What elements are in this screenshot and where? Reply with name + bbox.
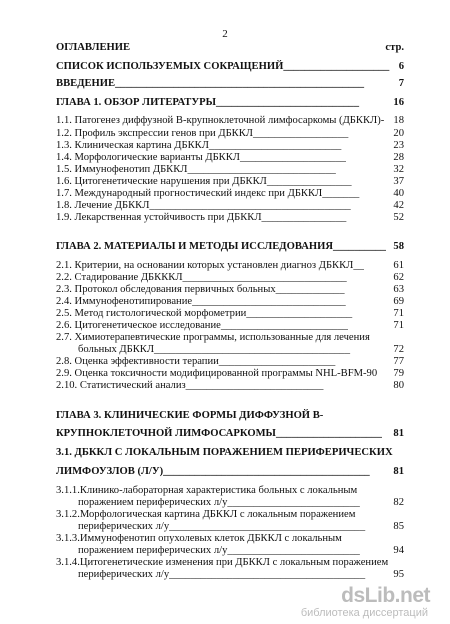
toc-entry-text: 1.7. Международный прогностический индекс при ДБККЛ_______ [56, 188, 360, 199]
toc-entry-page: 40 [393, 188, 404, 199]
toc-entry-text: периферических л/у_____________________________________ [78, 521, 366, 532]
toc-entry-page: 95 [393, 569, 404, 580]
toc-entry-text: 2.5. Метод гистологической морфометрии____________________ [56, 308, 353, 319]
toc-entry-page: 77 [393, 356, 404, 367]
toc-entry-page: 81 [393, 466, 404, 477]
toc-entry-text: 1.8. Лечение ДБККЛ______________________________________ [56, 200, 351, 211]
toc-entry-text: поражением периферических л/у_________________________ [78, 545, 360, 556]
toc-entry-text: 2.2. Стадирование ДБКККЛ_______________________________ [56, 272, 347, 283]
toc-entry-text: ГЛАВА 1. ОБЗОР ЛИТЕРАТУРЫ___________________________ [56, 97, 360, 108]
toc-entry-text: ГЛАВА 2. МАТЕРИАЛЫ И МЕТОДЫ ИССЛЕДОВАНИЯ__________ [56, 241, 386, 252]
toc-entry-page: стр. [385, 42, 404, 53]
watermark-logo: dsLib.net [341, 584, 430, 607]
toc-entry-text: 1.2. Профиль экспрессии генов при ДБККЛ__________________ [56, 128, 349, 139]
toc-entry-page: 23 [393, 140, 404, 151]
watermark-tagline: библиотека диссертаций [300, 607, 428, 619]
toc-entry-text: 2.4. Иммунофенотипирование_____________________________ [56, 296, 346, 307]
toc-entry-text: КРУПНОКЛЕТОЧНОЙ ЛИМФОСАРКОМЫ____________________ [56, 428, 382, 439]
toc-entry-page: 71 [393, 320, 404, 331]
toc-entry-page: 16 [393, 97, 404, 108]
toc-entry-text: 3.1.2.Морфологическая картина ДБККЛ с локальным поражением [56, 509, 356, 520]
toc-entry-text: СПИСОК ИСПОЛЬЗУЕМЫХ СОКРАЩЕНИЙ____________________ [56, 61, 390, 72]
toc-entry-text: ОГЛАВЛЕНИЕ [56, 42, 131, 53]
toc-entry-text: 3.1.4.Цитогенетические изменения при ДБККЛ с локальным поражением [56, 557, 389, 568]
toc-entry-text: 2.9. Оценка токсичности модифицированной программы NHL-BFM-90 [56, 368, 378, 379]
toc-entry-text: 1.6. Цитогенетические нарушения при ДБККЛ________________ [56, 176, 352, 187]
toc-entry-text: больных ДБККЛ_____________________________________ [78, 344, 351, 355]
toc-entry-page: 79 [393, 368, 404, 379]
toc-entry-page: 52 [393, 212, 404, 223]
toc-entry-page: 81 [393, 428, 404, 439]
toc-entry-page: 63 [393, 284, 404, 295]
toc-entry-text: 1.3. Клиническая картина ДБККЛ_________________________ [56, 140, 342, 151]
toc-entry-text: 2.1. Критерии, на основании которых установлен диагноз ДБККЛ__ [56, 260, 364, 271]
toc-entry-page: 82 [393, 497, 404, 508]
toc-entry-page: 18 [393, 115, 404, 126]
toc-entry-page: 62 [393, 272, 404, 283]
toc-entry-text: 1.1. Патогенез диффузной В-крупноклеточной лимфосаркомы (ДБККЛ)- [56, 115, 385, 126]
toc-entry-text: ВВЕДЕНИЕ_______________________________________________ [56, 78, 365, 89]
toc-entry-text: ГЛАВА 3. КЛИНИЧЕСКИЕ ФОРМЫ ДИФФУЗНОЙ В- [56, 410, 324, 421]
toc-entry-page: 32 [393, 164, 404, 175]
toc-entry-page: 42 [393, 200, 404, 211]
toc-entry-text: 2.6. Цитогенетическое исследование________________________ [56, 320, 348, 331]
toc-entry-text: 2.10. Статистический анализ__________________________ [56, 380, 324, 391]
toc-entry-text: 1.4. Морфологические варианты ДБККЛ____________________ [56, 152, 346, 163]
toc-entry-page: 20 [393, 128, 404, 139]
toc-entry-page: 58 [393, 241, 404, 252]
toc-entry-page: 37 [393, 176, 404, 187]
toc-entry-page: 80 [393, 380, 404, 391]
toc-entry-text: 2.8. Оценка эффективности терапии______________________ [56, 356, 336, 367]
toc-entry-text: 3.1.3.Иммунофенотип опухолевых клеток ДБККЛ с локальным [56, 533, 342, 544]
toc-entry-text: 3.1.1.Клинико-лабораторная характеристика больных с локальным [56, 485, 358, 496]
toc-entry-page: 72 [393, 344, 404, 355]
toc-entry-text: 1.9. Лекарственная устойчивость при ДБККЛ________________ [56, 212, 347, 223]
toc-entry-text: 2.7. Химиотерапевтические программы, использованные для лечения [56, 332, 370, 343]
toc-entry-page: 69 [393, 296, 404, 307]
toc-entry-text: 3.1. ДБККЛ С ЛОКАЛЬНЫМ ПОРАЖЕНИЕМ ПЕРИФЕРИЧЕСКИХ [56, 447, 393, 458]
toc-entry-page: 7 [398, 78, 404, 89]
toc-entry-text: поражением периферических л/у_________________________ [78, 497, 360, 508]
toc-entry-text: 1.5. Иммунофенотип ДБККЛ____________________________ [56, 164, 336, 175]
toc-entry-text: ЛИМФОУЗЛОВ (Л/У)_______________________________________ [56, 466, 370, 477]
toc-entry-page: 85 [393, 521, 404, 532]
toc-entry-page: 61 [393, 260, 404, 271]
toc-entry-page: 6 [398, 61, 404, 72]
toc-entry-text: 2.3. Протокол обследования первичных больных_____________ [56, 284, 345, 295]
page-number: 2 [222, 28, 228, 40]
toc-entry-page: 28 [393, 152, 404, 163]
toc-entry-page: 94 [393, 545, 404, 556]
toc-entry-text: периферических л/у_____________________________________ [78, 569, 366, 580]
toc-entry-page: 71 [393, 308, 404, 319]
